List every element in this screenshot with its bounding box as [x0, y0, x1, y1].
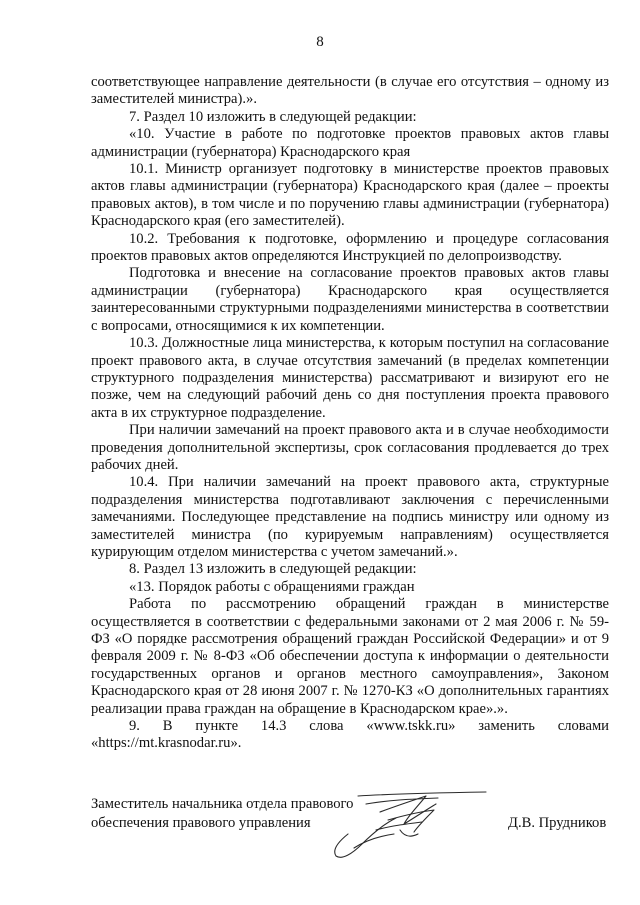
- paragraph: «10. Участие в работе по подготовке проектов правовых актов главы администрации (губернатора) Краснодарского края: [91, 126, 609, 160]
- paragraph: 10.1. Министр организует подготовку в министерстве проектов правовых актов главы администрации (губернатора) Краснодарского края (далее – проекты правовых актов), в том числе и по поручению главы администрации (губернатора) Краснодарского края (его заместителей).: [91, 161, 609, 230]
- page-number: 8: [316, 34, 324, 50]
- document-body: [91, 74, 609, 753]
- paragraph: 9. В пункте 14.3 слова «www.tskk.ru» заменить словами «https://mt.krasnodar.ru».: [91, 718, 609, 752]
- paragraph: 8. Раздел 13 изложить в следующей редакции:: [129, 561, 417, 578]
- paragraph: «13. Порядок работы с обращениями граждан: [129, 578, 415, 595]
- paragraph: Подготовка и внесение на согласование проектов правовых актов главы администрации (губернатора) Краснодарского края осуществляется заинтересованными структурными подразделениями министерства в соответствии с вопросами, относящимися к их компетенции.: [91, 265, 609, 334]
- paragraph: 10.3. Должностные лица министерства, к которым поступил на согласование проект правового акта, в случае отсутствия замечаний (в пределах компетенции структурного подразделения министерства) рассматривают и визируют его не позже, чем на следующий рабочий день со дня поступления проекта правового акта в их структурное подразделение.: [91, 335, 609, 421]
- paragraph: Работа по рассмотрению обращений граждан в министерстве осуществляется в соответствии с федеральными законами от 2 мая 2006 г. № 59-ФЗ «О порядке рассмотрения обращений граждан Российской Федерации» и от 9 февраля 2009 г. № 8-ФЗ «Об обеспечении доступа к информации о деятельности государственных органов и органов местного самоуправления», Законом Краснодарского края от 28 июня 2007 г. № 1270-КЗ «О дополнительных гарантиях реализации права граждан на обращение в Краснодарском крае».».: [91, 596, 609, 717]
- signatory-title-line: Заместитель начальника отдела правового: [91, 796, 354, 812]
- handwritten-signature: [318, 790, 488, 862]
- paragraph: При наличии замечаний на проект правового акта и в случае необходимости проведения дополнительной экспертизы, срок согласования продлевается до трех рабочих дней.: [91, 422, 609, 473]
- paragraph: соответствующее направление деятельности (в случае его отсутствия – одному из заместителей министра).».: [91, 74, 609, 108]
- paragraph: 7. Раздел 10 изложить в следующей редакции:: [129, 108, 417, 125]
- signatory-name: Д.В. Прудников: [508, 815, 607, 831]
- paragraph: 10.2. Требования к подготовке, оформлению и процедуре согласования проектов правовых актов определяются Инструкцией по делопроизводству.: [91, 230, 609, 265]
- signatory-title-line: обеспечения правового управления: [91, 815, 311, 831]
- paragraph: 10.4. При наличии замечаний на проект правового акта, структурные подразделения министерства подготавливают заключения с перечисленными замечаниями. Последующее представление на подпись министру или одному из заместителей министра (по курируемым направлениям) осуществляется курирующим отделом министерства с учетом замечаний.».: [91, 474, 609, 560]
